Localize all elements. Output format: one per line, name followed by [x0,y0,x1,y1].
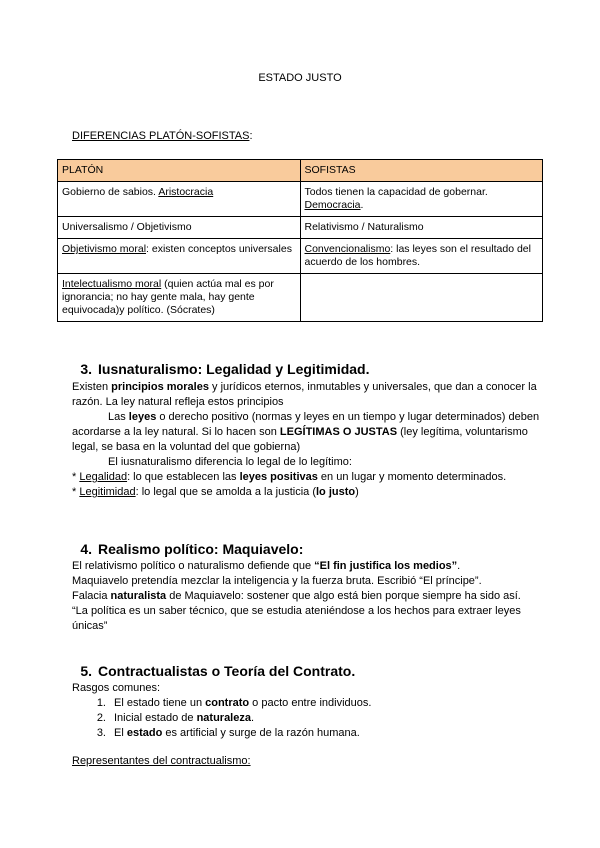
comparison-table [57,159,543,322]
bold-term: contrato [205,697,250,709]
section-title: Realismo político: Maquiavelo: [98,541,304,557]
table-cell [58,239,301,274]
underlined-term: Legalidad [79,471,128,483]
bold-term: LEGÍTIMAS O JUSTAS [279,426,398,438]
table-cell [300,182,543,217]
list-item: 3. El estado es artificial y surge de la razón humana. [96,727,360,739]
paragraph: Falacia naturalista de Maquiavelo: sostener que algo está bien porque siempre ha sido así. [72,590,521,602]
underlined-term: Legitimidad [79,486,136,498]
table-cell [300,239,543,274]
bold-term: leyes positivas [239,471,318,483]
table-row [58,239,543,274]
bold-term: estado [126,727,163,739]
cell-text: Gobierno de sabios. [62,186,159,198]
table-cell: Universalismo / Objetivismo [58,217,301,239]
cell-text: : las leyes son el resultado del acuerdo de los hombres. [304,243,531,268]
cell-underlined: Objetivismo moral [62,243,147,255]
section-4-body [72,559,542,634]
table-cell: Relativismo / Naturalismo [300,217,543,239]
bold-term: naturalista [110,590,167,602]
header-sofistas: SOFISTAS [300,160,543,182]
section-5-body [72,681,542,741]
bold-term: “El fin justifica los medios” [314,560,458,572]
header-platon: PLATÓN [58,160,301,182]
table-heading-text: DIFERENCIAS PLATÓN-SOFISTAS [72,130,250,142]
section-number: 5. [80,663,92,679]
cell-text: . [360,199,364,211]
cell-text: : existen conceptos universales [146,243,292,255]
table-heading-colon: : [249,130,253,142]
document-title: ESTADO JUSTO [258,72,342,84]
section-title: Contractualistas o Teoría del Contrato. [98,663,356,679]
table-heading [72,130,253,142]
paragraph: El relativismo político o naturalismo defiende que “El fin justifica los medios”. [72,560,461,572]
table-header-row [58,160,543,182]
section-4-heading [70,541,303,557]
cell-underlined: Convencionalismo [304,243,391,255]
cell-underlined: Democracia [304,199,361,211]
quote: “La política es un saber técnico, que se estudia ateniéndose a los hechos para extraer leyes únicas” [72,605,521,632]
cell-underlined: Intelectualismo moral [62,278,162,290]
paragraph: Las leyes o derecho positivo (normas y leyes en un tiempo y lugar determinados) deben acordarse a la ley natural. Si lo hacen son LEGÍTIMAS O JUSTAS (ley legítima, voluntarismo legal, se basa en la voluntad del que gobierna) [72,411,540,453]
bold-term: naturaleza [196,712,251,724]
bold-term: principios morales [111,381,209,393]
table-cell [58,274,301,322]
section-number: 3. [80,361,92,377]
representatives-heading: Representantes del contractualismo: [72,755,251,767]
section-5-heading [70,663,355,679]
features-list [72,696,542,741]
cell-text: (quien actúa mal es por ignorancia; no hay gente mala, hay gente equivocada)y político. (Sócrates) [62,278,274,316]
list-item: 2. Inicial estado de naturaleza. [96,712,255,724]
table-cell [300,274,543,322]
bullet-item: * Legitimidad: lo legal que se amolda a la justicia (lo justo) [72,486,359,498]
section-3-heading [70,361,370,377]
section-title: Iusnaturalismo: Legalidad y Legitimidad. [98,361,370,377]
table-cell [58,182,301,217]
bullet-item: * Legalidad: lo que establecen las leyes positivas en un lugar y momento determinados. [72,471,507,483]
bold-term: leyes [128,411,157,423]
bold-term: lo justo [316,486,356,498]
table-row [58,274,543,322]
paragraph: El iusnaturalismo diferencia lo legal de lo legítimo: [108,456,352,468]
paragraph: Existen principios morales y jurídicos eternos, inmutables y universales, que dan a conocer la razón. La ley natural refleja estos principios [72,381,537,408]
section-number: 4. [80,541,92,557]
section-3-body [72,380,542,500]
paragraph: Rasgos comunes: [72,682,161,694]
cell-underlined: Aristocracia [158,186,214,198]
cell-text: Todos tienen la capacidad de gobernar. [304,186,488,198]
list-item: 1. El estado tiene un contrato o pacto entre individuos. [96,697,372,709]
paragraph: Maquiavelo pretendía mezclar la inteligencia y la fuerza bruta. Escribió “El príncipe”. [72,575,482,587]
table-row [58,182,543,217]
table-row [58,217,543,239]
